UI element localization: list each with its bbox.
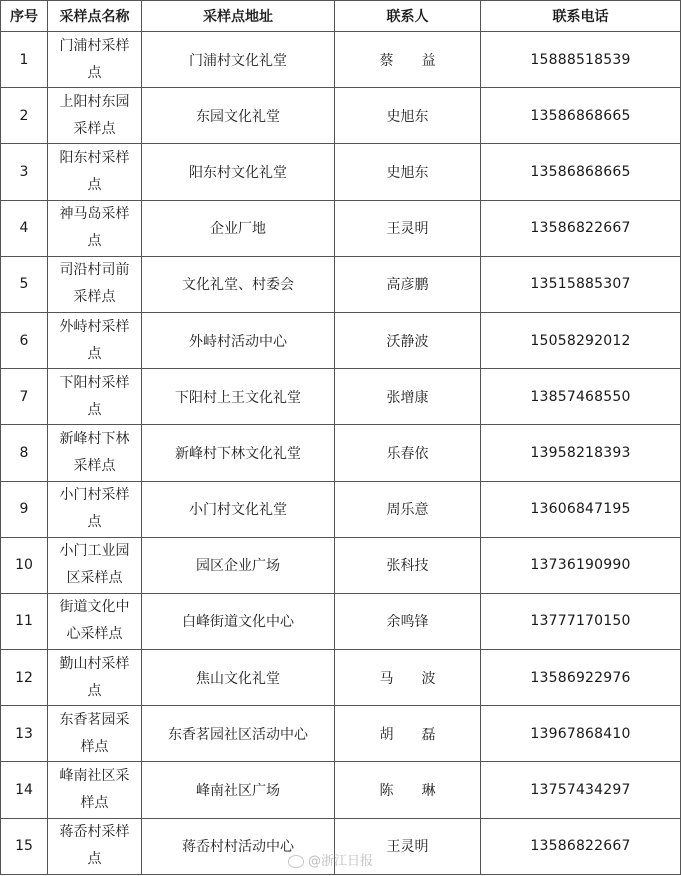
- row-number: 8: [1, 425, 48, 481]
- contact-phone: 13736190990: [481, 537, 681, 593]
- contact-person: 王灵明: [335, 818, 481, 874]
- site-name: 司沿村司前 采样点: [48, 256, 142, 312]
- contact-person: 周乐意: [335, 481, 481, 537]
- site-name: 东香茗园采 样点: [48, 706, 142, 762]
- site-address: 企业厂地: [142, 200, 335, 256]
- row-number: 4: [1, 200, 48, 256]
- header-contact: 联系人: [335, 1, 481, 32]
- table-row: [1, 706, 681, 762]
- row-number: 7: [1, 369, 48, 425]
- contact-person: 马 波: [335, 650, 481, 706]
- contact-person: 张增康: [335, 369, 481, 425]
- table-row: [1, 312, 681, 368]
- row-number: 14: [1, 762, 48, 818]
- contact-phone: 13586822667: [481, 818, 681, 874]
- contact-person: 蔡 益: [335, 32, 481, 88]
- site-name: 上阳村东园 采样点: [48, 88, 142, 144]
- contact-person: 张科技: [335, 537, 481, 593]
- site-address: 峰南社区广场: [142, 762, 335, 818]
- row-number: 1: [1, 32, 48, 88]
- site-address: 下阳村上王文化礼堂: [142, 369, 335, 425]
- site-address: 东香茗园社区活动中心: [142, 706, 335, 762]
- contact-person: 沃静波: [335, 312, 481, 368]
- contact-phone: 13586868665: [481, 88, 681, 144]
- contact-person: 陈 琳: [335, 762, 481, 818]
- site-address: 东园文化礼堂: [142, 88, 335, 144]
- table-row: [1, 650, 681, 706]
- site-name: 勤山村采样 点: [48, 650, 142, 706]
- table-row: [1, 425, 681, 481]
- row-number: 3: [1, 144, 48, 200]
- contact-phone: 13586868665: [481, 144, 681, 200]
- row-number: 9: [1, 481, 48, 537]
- contact-person: 史旭东: [335, 88, 481, 144]
- site-address: 白峰街道文化中心: [142, 593, 335, 649]
- site-name: 小门工业园 区采样点: [48, 537, 142, 593]
- table-row: [1, 256, 681, 312]
- site-name: 峰南社区采 样点: [48, 762, 142, 818]
- contact-person: 乐春依: [335, 425, 481, 481]
- site-name: 门浦村采样 点: [48, 32, 142, 88]
- site-name: 下阳村采样 点: [48, 369, 142, 425]
- contact-phone: 13586922976: [481, 650, 681, 706]
- weibo-icon: [288, 855, 304, 868]
- row-number: 11: [1, 593, 48, 649]
- site-address: 焦山文化礼堂: [142, 650, 335, 706]
- table-row: [1, 537, 681, 593]
- table-row: [1, 762, 681, 818]
- site-address: 蒋岙村村活动中心: [142, 818, 335, 874]
- table-row: [1, 369, 681, 425]
- site-address: 阳东村文化礼堂: [142, 144, 335, 200]
- contact-phone: 13586822667: [481, 200, 681, 256]
- contact-phone: 13777170150: [481, 593, 681, 649]
- contact-phone: 15888518539: [481, 32, 681, 88]
- contact-person: 余鸣锋: [335, 593, 481, 649]
- header-row: [1, 1, 681, 32]
- contact-person: 胡 磊: [335, 706, 481, 762]
- contact-phone: 13857468550: [481, 369, 681, 425]
- site-address: 新峰村下林文化礼堂: [142, 425, 335, 481]
- site-address: 外峙村活动中心: [142, 312, 335, 368]
- row-number: 2: [1, 88, 48, 144]
- site-name: 外峙村采样 点: [48, 312, 142, 368]
- site-address: 文化礼堂、村委会: [142, 256, 335, 312]
- row-number: 10: [1, 537, 48, 593]
- header-phone: 联系电话: [481, 1, 681, 32]
- contact-phone: 15058292012: [481, 312, 681, 368]
- contact-phone: 13757434297: [481, 762, 681, 818]
- table-row: [1, 481, 681, 537]
- weibo-watermark: [288, 850, 373, 869]
- row-number: 6: [1, 312, 48, 368]
- contact-phone: 13515885307: [481, 256, 681, 312]
- row-number: 5: [1, 256, 48, 312]
- table-row: [1, 593, 681, 649]
- contact-phone: 13958218393: [481, 425, 681, 481]
- site-name: 新峰村下林 采样点: [48, 425, 142, 481]
- header-site-address: 采样点地址: [142, 1, 335, 32]
- site-name: 神马岛采样 点: [48, 200, 142, 256]
- row-number: 15: [1, 818, 48, 874]
- table-row: [1, 144, 681, 200]
- table-row: [1, 32, 681, 88]
- contact-person: 史旭东: [335, 144, 481, 200]
- site-name: 街道文化中 心采样点: [48, 593, 142, 649]
- contact-phone: 13967868410: [481, 706, 681, 762]
- contact-person: 王灵明: [335, 200, 481, 256]
- row-number: 12: [1, 650, 48, 706]
- site-address: 园区企业广场: [142, 537, 335, 593]
- header-site-name: 采样点名称: [48, 1, 142, 32]
- row-number: 13: [1, 706, 48, 762]
- site-name: 阳东村采样 点: [48, 144, 142, 200]
- watermark-text: @浙江日报: [308, 854, 374, 869]
- contact-phone: 13606847195: [481, 481, 681, 537]
- contact-person: 高彦鹏: [335, 256, 481, 312]
- site-name: 蒋岙村采样 点: [48, 818, 142, 874]
- site-name: 小门村采样 点: [48, 481, 142, 537]
- site-address: 门浦村文化礼堂: [142, 32, 335, 88]
- site-address: 小门村文化礼堂: [142, 481, 335, 537]
- table-row: [1, 200, 681, 256]
- header-no: 序号: [1, 1, 48, 32]
- table-row: [1, 88, 681, 144]
